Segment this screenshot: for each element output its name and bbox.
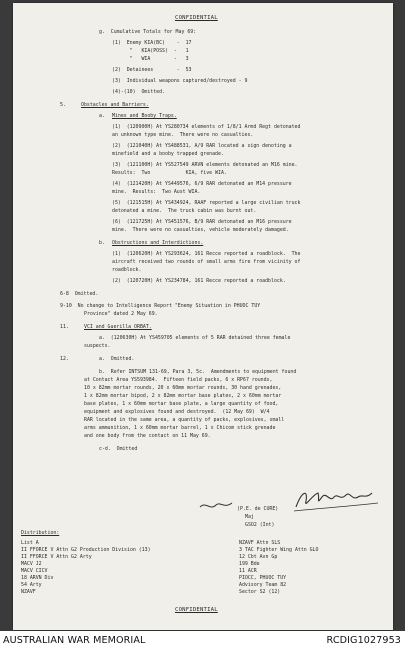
signatory-title: GSO2 (Int) xyxy=(245,522,275,528)
distribution-item: 12 Cbt Avn Gp xyxy=(239,554,278,560)
signatory-name: (P.E. de CURE) xyxy=(237,506,279,512)
text-line: (4) (121420H) At YS449576, 6/9 RAR detonated an M14 pressure xyxy=(112,181,292,187)
distribution-item: NZAVF Attn SLS xyxy=(239,540,281,546)
archive-reference: RCDIG1027953 xyxy=(326,635,401,646)
text-line: b. Refer INTSUM 131-69, Para 3, 5c. Amendments to equipment found xyxy=(99,369,297,375)
distribution-item: List A xyxy=(21,540,39,546)
cumulative-totals-heading: g. Cumulative Totals for May 69: xyxy=(99,29,197,35)
text-line: minefield and a booby trapped grenade. xyxy=(112,151,224,157)
distribution-item: PIOCC, PHUOC TUY xyxy=(239,575,287,581)
text-line: an unknown type mine. There were no casualties. xyxy=(112,132,254,138)
archive-name: AUSTRALIAN WAR MEMORIAL xyxy=(3,635,146,646)
distribution-item: II FFORCE V Attn G2 Arty xyxy=(21,554,92,560)
text-line: Results: Two KIA, five WIA. xyxy=(112,170,227,176)
paragraph-number: 12. xyxy=(60,356,69,362)
handwritten-signature xyxy=(292,485,382,515)
text-line: (6) (121725H) At YS451576, B/9 RAR detonated an M16 pressure xyxy=(112,219,292,225)
subsection-heading: Obstructions and Interdictions. xyxy=(112,240,204,246)
text-line: base plates, 1 x 60mm mortar base plate, a large quantity of food, xyxy=(84,401,279,407)
section-heading: VCI and Guerilla ORBAT. xyxy=(84,324,152,330)
text-line: Province" dated 2 May 69. xyxy=(84,311,158,317)
text-line: mine. There were no casualties, vehicle moderately damaged. xyxy=(112,227,289,233)
signatory-rank: Maj xyxy=(245,514,254,520)
distribution-item: 54 Arty xyxy=(21,582,42,588)
text-line: 6-8 Omitted. xyxy=(60,291,99,297)
document-page xyxy=(13,3,393,630)
classification-bottom: CONFIDENTIAL xyxy=(175,607,218,613)
distribution-heading: Distribution: xyxy=(21,530,60,536)
distribution-item: MACV CICV xyxy=(21,568,48,574)
text-line: mine. Results: Two Aust WIA. xyxy=(112,189,201,195)
text-line: (2) (120720H) At YS234784, 161 Recce reported a roadblock. xyxy=(112,278,286,284)
distribution-item: MACV J2 xyxy=(21,561,42,567)
initial-mark xyxy=(198,497,238,515)
subsection-heading: Mines and Booby Traps. xyxy=(112,113,177,119)
archive-footer xyxy=(0,631,405,653)
text-line: roadblock. xyxy=(112,267,142,273)
distribution-item: NZAVF xyxy=(21,589,36,595)
distribution-item: 3 TAC Fighter Wing Attn GLO xyxy=(239,547,319,553)
text-line: detonated a mine. The truck cabin was burnt out. xyxy=(112,208,257,214)
paragraph-number: 5. xyxy=(60,102,66,108)
text-line: arms ammunition, 1 x 60mm mortar barrel, 1 x Chicom stick grenade xyxy=(84,425,276,431)
text-line: c-d. Omitted xyxy=(99,446,138,452)
text-line: 10 x 82mm mortar rounds, 20 x 60mm mortar rounds, 30 hand grenades, xyxy=(84,385,282,391)
distribution-item: 11 ACR xyxy=(239,568,257,574)
text-line: (1) Enemy KIA(BC) - 17 xyxy=(112,40,192,46)
text-line: 1 x 82mm mortar bipod, 2 x 82mm mortar base plates, 2 x 60mm mortar xyxy=(84,393,282,399)
distribution-item: 199 Bde xyxy=(239,561,260,567)
distribution-item: Sector S2 (12) xyxy=(239,589,281,595)
text-line: (3) Individual weapons captured/destroyed - 9 xyxy=(112,78,248,84)
text-line: at Contact Area YS593984. Fifteen field packs, 6 x RP67 rounds, xyxy=(84,377,273,383)
text-line: equipment and explosives found and destroyed. (12 May 69) W/4 xyxy=(84,409,270,415)
text-line: " KIA(POSS) - 1 xyxy=(112,48,189,54)
text-line: (3) (121100H) At YS527549 ARVN elements detonated an M16 mine. xyxy=(112,162,298,168)
text-line: (2) Detainees - 53 xyxy=(112,67,192,73)
text-line: aircraft received two rounds of small arms fire from vicinity of xyxy=(112,259,301,265)
text-line: 9-10 No change to Intelligence Report "Enemy Situation in PHUOC TUY xyxy=(60,303,261,309)
text-line: (1) (120900H) At YS280734 elements of 1/8/1 Armd Regt detonated xyxy=(112,124,301,130)
text-line: RAR located in the same area, a quantity of packs, explosives, small xyxy=(84,417,285,423)
distribution-item: II FFORCE V Attn G2 Production Division (13) xyxy=(21,547,151,553)
distribution-item: 18 ARVN Div xyxy=(21,575,54,581)
classification-top: CONFIDENTIAL xyxy=(175,15,218,21)
section-heading: Obstacles and Barriers. xyxy=(81,102,149,108)
text-line: (4)-(10) Omitted. xyxy=(112,89,165,95)
paragraph-number: 11. xyxy=(60,324,69,330)
text-line: (5) (121515H) At YS434924, RAAF reported a large civilian truck xyxy=(112,200,301,206)
subpara-letter: b. xyxy=(99,240,105,246)
text-line: (2) (121040H) At YS488531, A/9 RAR located a sign denoting a xyxy=(112,143,292,149)
subpara-letter: a. xyxy=(99,113,105,119)
text-line: suspects. xyxy=(84,343,111,349)
text-line: (1) (120620H) At YS293624, 161 Recce reported a roadblock. The xyxy=(112,251,301,257)
text-line: and one body from the contact on 11 May 69. xyxy=(84,433,211,439)
text-line: " WIA - 3 xyxy=(112,56,189,62)
text-line: a. (120630H) At YS459705 elements of 5 RAR detained three female xyxy=(99,335,291,341)
text-line: a. Omitted. xyxy=(99,356,135,362)
distribution-item: Advisory Team 82 xyxy=(239,582,287,588)
